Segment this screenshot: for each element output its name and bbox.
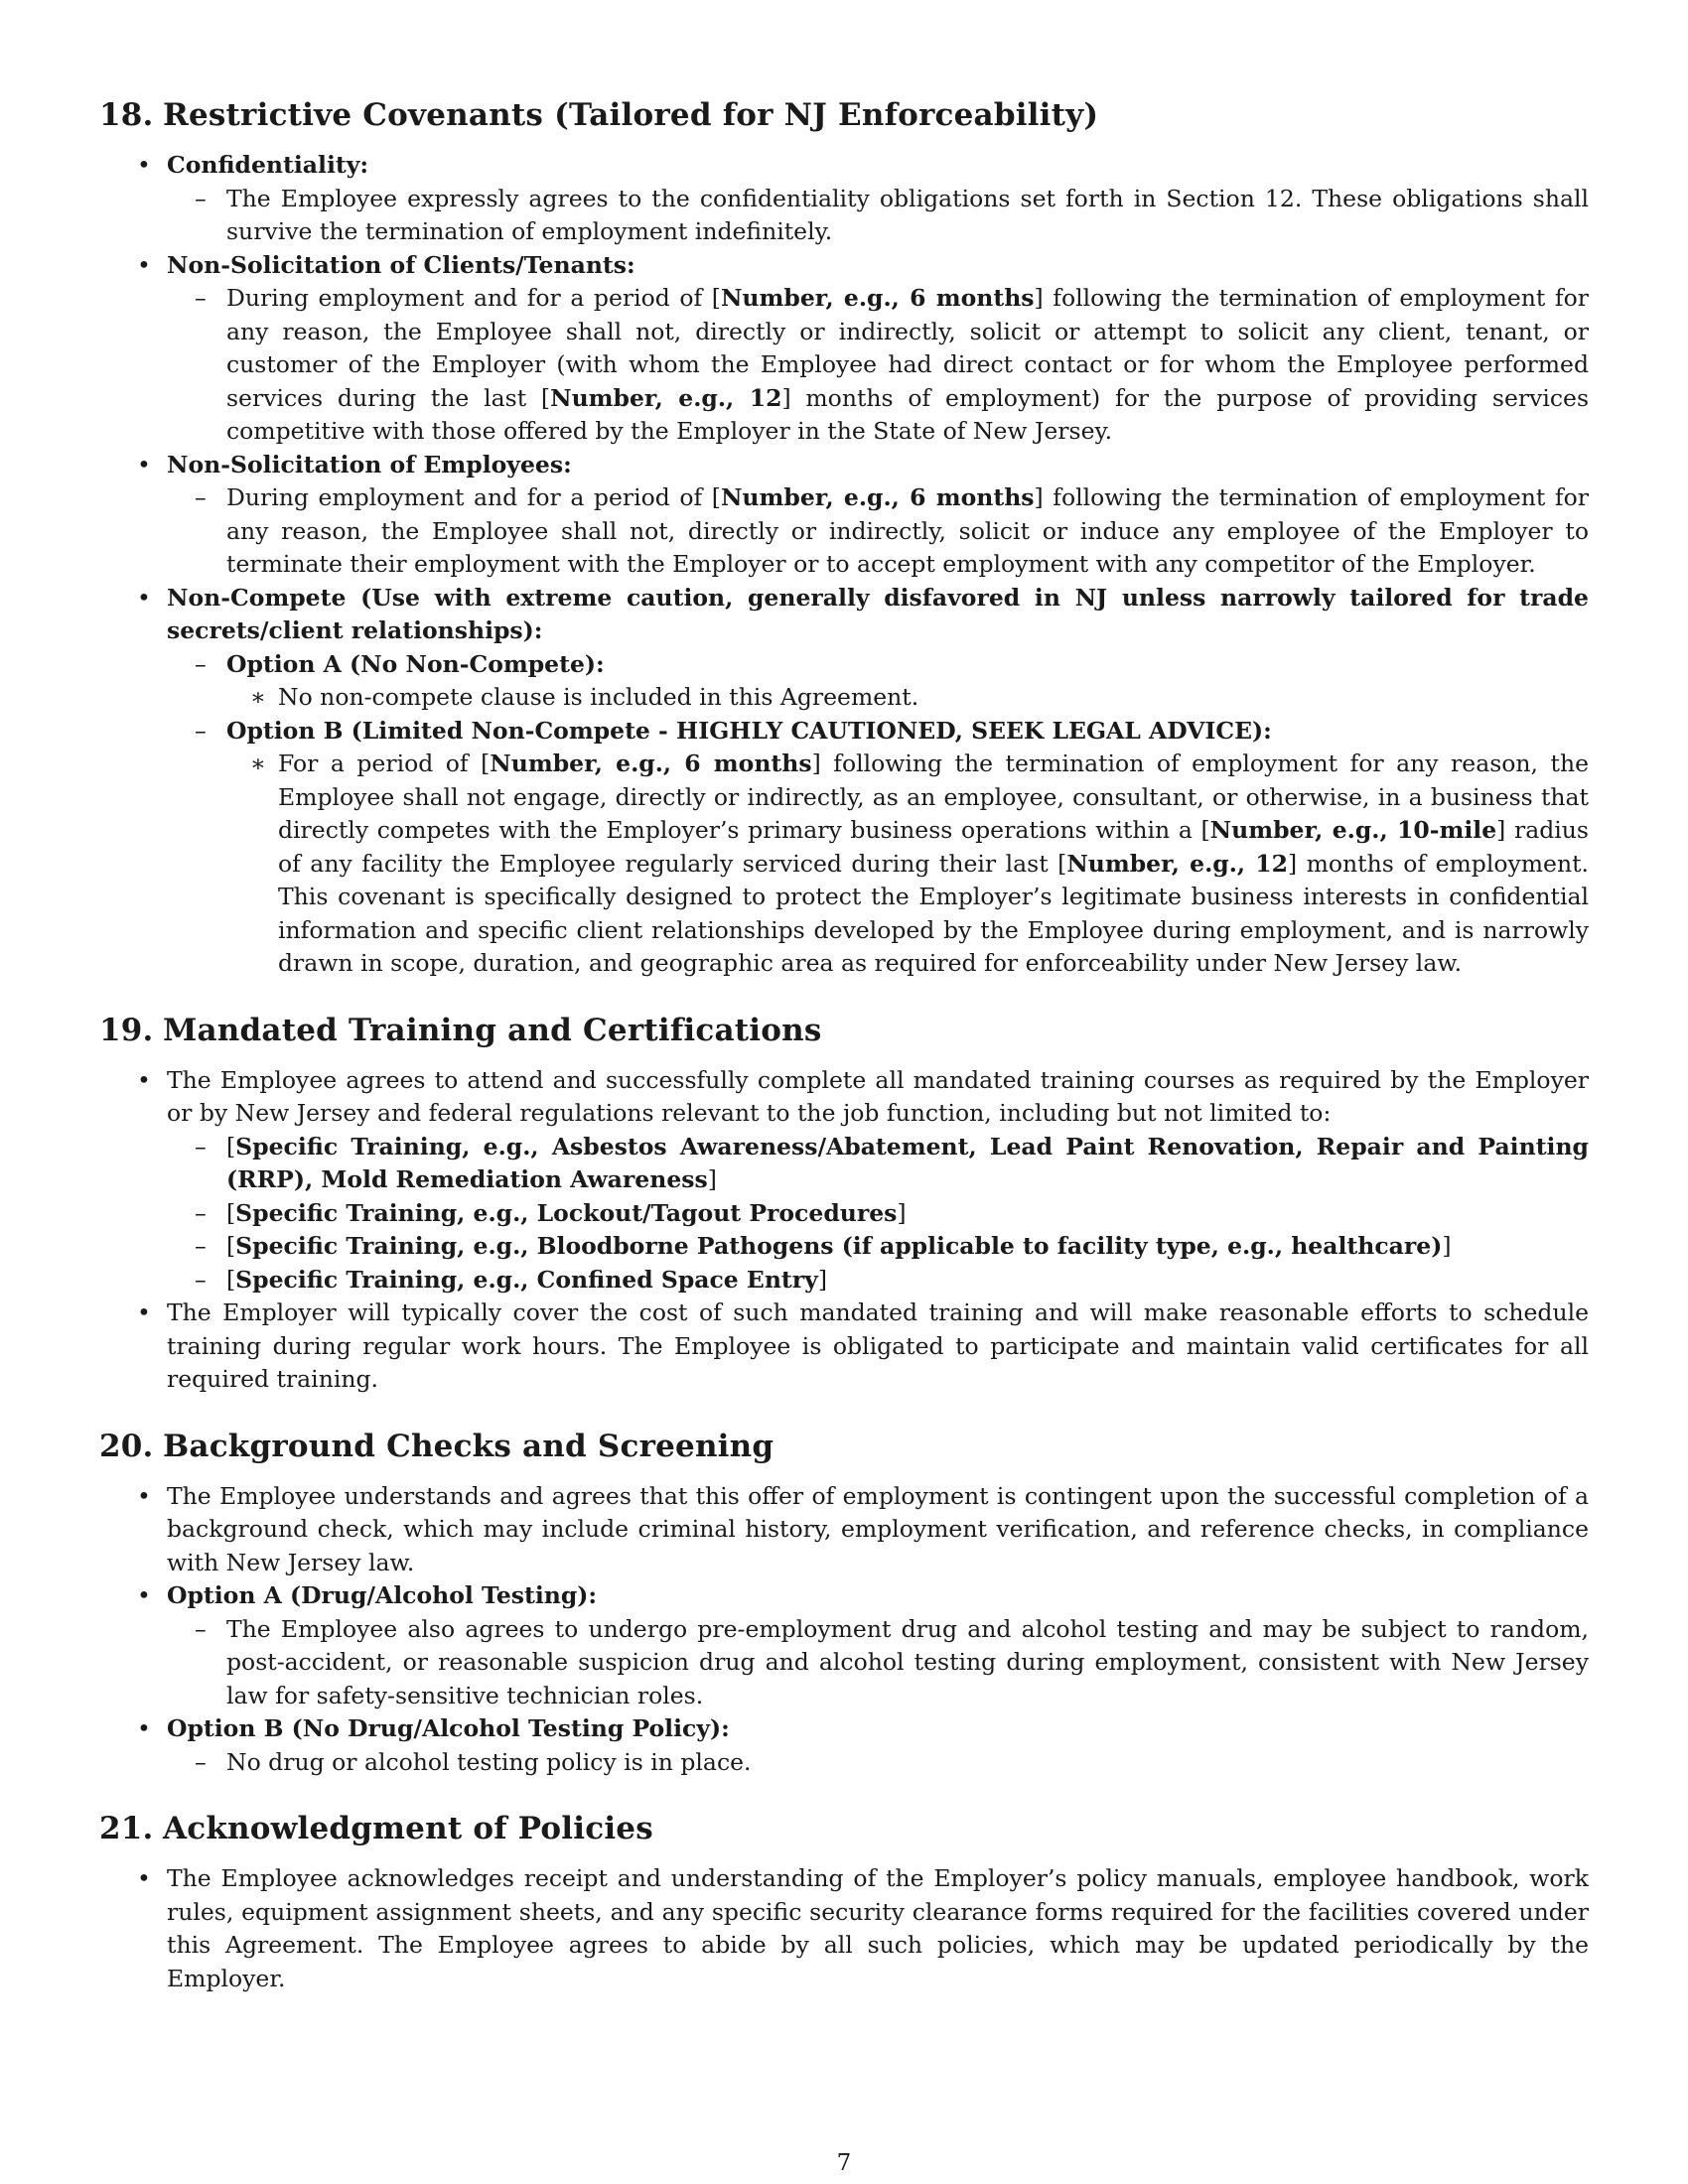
document-page bbox=[99, 95, 1589, 2025]
list-item: – [Specific Training, e.g., Lockout/Tagout Procedures] bbox=[167, 1197, 1589, 1231]
list-item: ∗ No non-compete clause is included in this Agreement. bbox=[226, 681, 1589, 715]
list-item: • The Employee acknowledges receipt and understanding of the Employer’s policy manuals, employee handbook, work rules, equipment assignment sheets, and any specific security clearance forms required for the facilities covered under this Agreement. The Employee agrees to abide by all such policies, which may be updated periodically by the Employer. bbox=[99, 1862, 1589, 1995]
page-number: 7 bbox=[836, 2150, 852, 2176]
list-item: • Option A (Drug/Alcohol Testing): – The Employee also agrees to undergo pre-employment drug and alcohol testing and may be subject to random, post-accident, or reasonable suspicion drug and alcohol testing during employment, consistent with New Jersey law for safety-sensitive technician roles. bbox=[99, 1579, 1589, 1712]
list-item: – Option B (Limited Non-Compete - HIGHLY CAUTIONED, SEEK LEGAL ADVICE): ∗ For a period of [Number, e.g., 6 months] following the termination of employment for any reason, the Employee shall not engage, directly or indirectly, as an employee, consultant, or otherwise, in a business that directly competes with the Employer’s primary business operations within a [Number, e.g., 10-mile] radius of any facility the Employee regularly serviced during their last [Number, e.g., 12] months of employment. This covenant is specifically designed to protect the Employer’s legitimate business interests in confidential information and specific client relationships developed by the Employee during employment, and is narrowly drawn in scope, duration, and geographic area as required for enforceability under New Jersey law. bbox=[167, 715, 1589, 981]
list-item: – During employment and for a period of [Number, e.g., 6 months] following the termination of employment for any reason, the Employee shall not, directly or indirectly, solicit or attempt to solicit any client, tenant, or customer of the Employer (with whom the Employee had direct contact or for whom the Employee performed services during the last [Number, e.g., 12] months of employment) for the purpose of providing services competitive with those offered by the Employer in the State of New Jersey. bbox=[167, 282, 1589, 449]
list-item: – The Employee also agrees to undergo pre-employment drug and alcohol testing and may be subject to random, post-accident, or reasonable suspicion drug and alcohol testing during employment, consistent with New Jersey law for safety-sensitive technician roles. bbox=[167, 1613, 1589, 1713]
section-heading: 18. Restrictive Covenants (Tailored for NJ Enforceability) bbox=[99, 97, 1099, 133]
list-item: – The Employee expressly agrees to the confidentiality obligations set forth in Section 12. These obligations shall survive the termination of employment indefinitely. bbox=[167, 183, 1589, 249]
list-item: • The Employer will typically cover the cost of such mandated training and will make reasonable efforts to schedule training during regular work hours. The Employee is obligated to participate and maintain valid certificates for all required training. bbox=[99, 1297, 1589, 1397]
section-heading: 20. Background Checks and Screening bbox=[99, 1428, 774, 1464]
list-item: • Non-Solicitation of Employees: – During employment and for a period of [Number, e.g., 6 months] following the termination of employment for any reason, the Employee shall not, directly or indirectly, solicit or induce any employee of the Employer to terminate their employment with the Employer or to accept employment with any competitor of the Employer. bbox=[99, 449, 1589, 582]
list-item: – [Specific Training, e.g., Bloodborne Pathogens (if applicable to facility type, e.g., healthcare)] bbox=[167, 1230, 1589, 1264]
list-item: – Option A (No Non-Compete): ∗ No non-compete clause is included in this Agreement. bbox=[167, 648, 1589, 715]
list-item: • Non-Compete (Use with extreme caution, generally disfavored in NJ unless narrowly tailored for trade secrets/client relationships): – Option A (No Non-Compete): ∗ No non-compete clause is included in this Agreement. – Option B (Limited Non-Compete - HIGHLY CAUTIONED, SEEK LEGAL ADVICE): ∗ For a period of [Number, e.g., 6 months] following the termination of employment for any reason, the Employee shall not engage, directly or indirectly, as an employee, consultant, or otherwise, in a business that directly competes with the Employer’s primary business operations within a [Number, e.g., 10-mile] radius of any facility the Employee regularly serviced during their last [Number, e.g., 12] months of employment. This covenant is specifically designed to protect the Employer’s legitimate business interests in confidential information and specific client relationships developed by the Employee during employment, and is narrowly drawn in scope, duration, and geographic area as required for enforceability under New Jersey law. bbox=[99, 582, 1589, 981]
section-19 bbox=[99, 1011, 1589, 1397]
list-item: – [Specific Training, e.g., Confined Space Entry] bbox=[167, 1264, 1589, 1297]
section-21 bbox=[99, 1809, 1589, 1995]
list-item: – No drug or alcohol testing policy is in place. bbox=[167, 1746, 1589, 1780]
list-item: – During employment and for a period of [Number, e.g., 6 months] following the termination of employment for any reason, the Employee shall not, directly or indirectly, solicit or induce any employee of the Employer to terminate their employment with the Employer or to accept employment with any competitor of the Employer. bbox=[167, 481, 1589, 582]
list-item: • The Employee agrees to attend and successfully complete all mandated training courses as required by the Employer or by New Jersey and federal regulations relevant to the job function, including but not limited to: – [Specific Training, e.g., Asbestos Awareness/Abatement, Lead Paint Renovation, Repair and Painting (RRP), Mold Remediation Awareness] – [Specific Training, e.g., Lockout/Tagout Procedures] – [Specific Training, e.g., Bloodborne Pathogens (if applicable to facility type, e.g., healthcare)] – [Specific Training, e.g., Confined Space Entry] bbox=[99, 1064, 1589, 1297]
list-item: ∗ For a period of [Number, e.g., 6 months] following the termination of employment for any reason, the Employee shall not engage, directly or indirectly, as an employee, consultant, or otherwise, in a business that directly competes with the Employer’s primary business operations within a [Number, e.g., 10-mile] radius of any facility the Employee regularly serviced during their last [Number, e.g., 12] months of employment. This covenant is specifically designed to protect the Employer’s legitimate business interests in confidential information and specific client relationships developed by the Employee during employment, and is narrowly drawn in scope, duration, and geographic area as required for enforceability under New Jersey law. bbox=[226, 748, 1589, 981]
list-item: – [Specific Training, e.g., Asbestos Awareness/Abatement, Lead Paint Renovation, Repair and Painting (RRP), Mold Remediation Awareness] bbox=[167, 1131, 1589, 1197]
section-20 bbox=[99, 1427, 1589, 1780]
section-heading: 19. Mandated Training and Certifications bbox=[99, 1012, 822, 1048]
section-heading: 21. Acknowledgment of Policies bbox=[99, 1811, 653, 1846]
list-item: • The Employee understands and agrees that this offer of employment is contingent upon the successful completion of a background check, which may include criminal history, employment verification, and reference checks, in compliance with New Jersey law. bbox=[99, 1480, 1589, 1580]
section-18 bbox=[99, 95, 1589, 981]
list-item: • Option B (No Drug/Alcohol Testing Policy): – No drug or alcohol testing policy is in place. bbox=[99, 1712, 1589, 1779]
list-item: • Non-Solicitation of Clients/Tenants: – During employment and for a period of [Number, e.g., 6 months] following the termination of employment for any reason, the Employee shall not, directly or indirectly, solicit or attempt to solicit any client, tenant, or customer of the Employer (with whom the Employee had direct contact or for whom the Employee performed services during the last [Number, e.g., 12] months of employment) for the purpose of providing services competitive with those offered by the Employer in the State of New Jersey. bbox=[99, 249, 1589, 449]
list-item: • Confidentiality: – The Employee expressly agrees to the confidentiality obligations set forth in Section 12. These obligations shall survive the termination of employment indefinitely. bbox=[99, 149, 1589, 249]
